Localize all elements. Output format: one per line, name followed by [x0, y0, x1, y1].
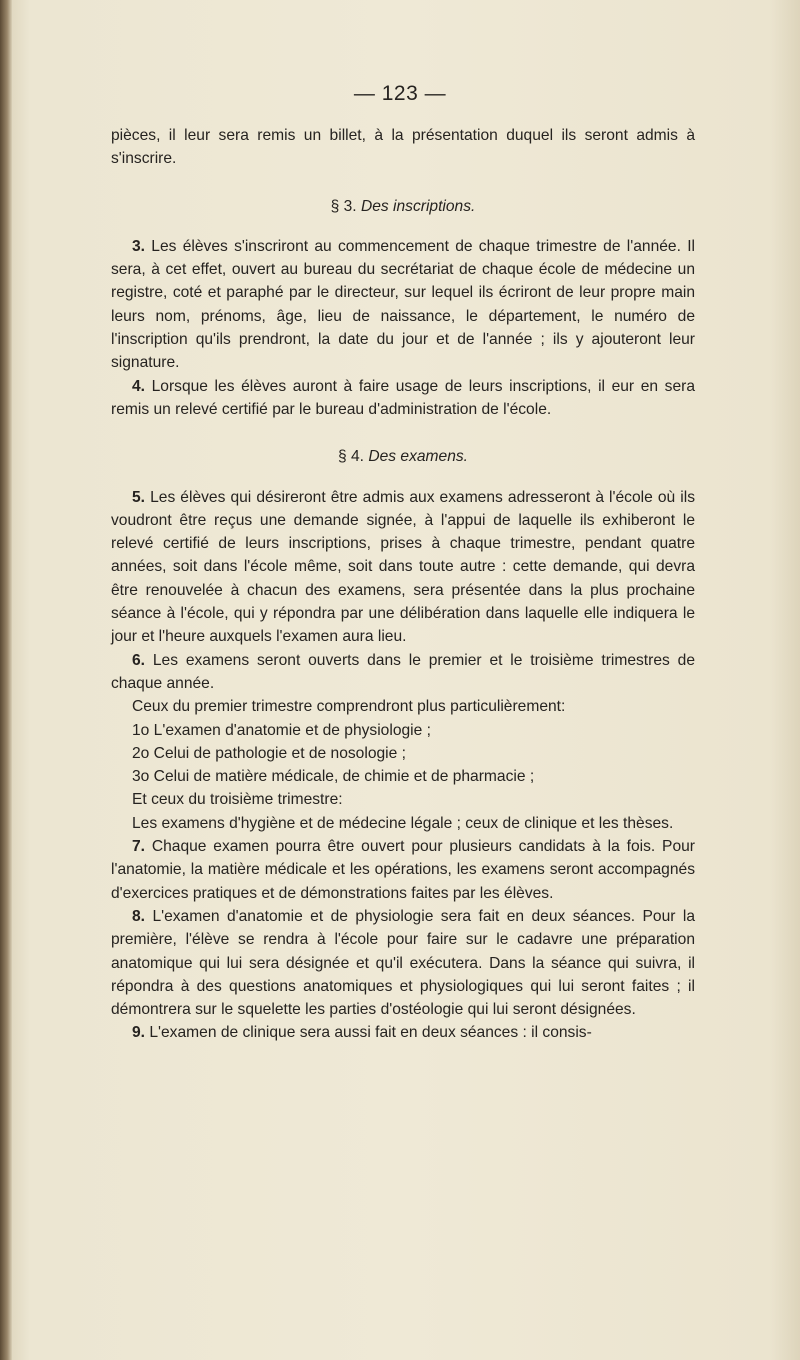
page-number: — 123 —	[353, 82, 447, 105]
article-9-text: L'examen de clinique sera aussi fait en deux séances : il consis-	[149, 1024, 592, 1042]
section-4-mark: § 4.	[337, 448, 364, 466]
article-8-text: L'examen d'anatomie et de physiologie sera fait en deux séances. Pour la première, l'élève se rendra à l'école pour faire sur le cadavre une préparation anatomique qui lui sera désignée et qu'il exécutera. Dans la séance qui suivra, il répondra à des questions anatomiques et physiologiques qui lui seront faites ; il démontrera sur le squelette les parties d'ostéologie qui lui seront désignées.	[111, 907, 695, 1019]
article-6	[111, 649, 695, 696]
article-7-number: 7.	[132, 838, 146, 856]
article-5	[111, 486, 695, 649]
article-6-line-6: Les examens d'hygiène et de médecine légale ; ceux de clinique et les thèses.	[132, 814, 674, 832]
article-4	[111, 375, 695, 422]
article-7	[111, 835, 695, 905]
section-3-title: Des inscriptions.	[360, 197, 476, 215]
section-3-mark: § 3.	[330, 197, 357, 215]
article-6-line-3: 2o Celui de pathologie et de nosologie ;	[132, 744, 406, 762]
section-4-title: Des examens.	[368, 448, 469, 466]
article-8	[111, 905, 695, 1021]
section-3-heading	[111, 195, 695, 218]
article-5-number: 5.	[132, 488, 146, 506]
article-6-line-4: 3o Celui de matière médicale, de chimie et de pharmacie ;	[132, 768, 535, 786]
article-4-number: 4.	[132, 377, 146, 395]
article-7-text: Chaque examen pourra être ouvert pour plusieurs candidats à la fois. Pour l'anatomie, la matière médicale et les opérations, les examens seront accompagnés d'exercices pratiques et de démonstrations faites par les élèves.	[111, 838, 695, 902]
article-5-text: Les élèves qui désireront être admis aux examens adresseront à l'école où ils voudront être reçus une demande signée, à l'appui de laquelle ils exhiberont le relevé certifié de leurs inscriptions, prises à chaque trimestre, pendant quatre années, soit dans l'école même, soit dans toute autre : cette demande, qui devra être renouvelée à chacun des examens, sera présentée dans la plus prochaine séance à l'école, qui y répondra par une délibération dans laquelle elle indiquera le jour et l'heure auxquels l'examen aura lieu.	[111, 488, 695, 646]
article-6-line-5: Et ceux du troisième trimestre:	[132, 791, 343, 809]
article-8-number: 8.	[132, 907, 146, 925]
article-9-number: 9.	[132, 1024, 146, 1042]
paragraph-intro: pièces, il leur sera remis un billet, à la présentation duquel ils seront admis à s'inscrire.	[111, 127, 695, 168]
article-6-text: Les examens seront ouverts dans le premier et le troisième trimestres de chaque année.	[111, 651, 695, 692]
article-9	[111, 1021, 695, 1044]
article-6-line-2: 1o L'examen d'anatomie et de physiologie ;	[132, 721, 431, 739]
article-4-text: Lorsque les élèves auront à faire usage de leurs inscriptions, il eur en sera remis un relevé certifié par le bureau d'administration de l'école.	[111, 377, 695, 418]
binding-edge	[0, 0, 12, 1360]
page-body	[111, 124, 695, 1045]
section-4-heading	[111, 445, 695, 468]
article-6-line-1: Ceux du premier trimestre comprendront plus particulièrement:	[132, 698, 566, 716]
article-6-number: 6.	[132, 651, 146, 669]
article-3-text: Les élèves s'inscriront au commencement de chaque trimestre de l'année. Il sera, à cet effet, ouvert au bureau du secrétariat de chaque école de médecine un registre, coté et paraphé par le directeur, sur lequel ils écriront de leur propre main leurs nom, prénoms, âge, lieu de naissance, le département, le numéro de l'inscription qu'ils prendront, la date du jour et de l'année ; ils y ajouteront leur signature.	[111, 237, 695, 372]
article-3-number: 3.	[132, 237, 146, 255]
article-3	[111, 235, 695, 375]
